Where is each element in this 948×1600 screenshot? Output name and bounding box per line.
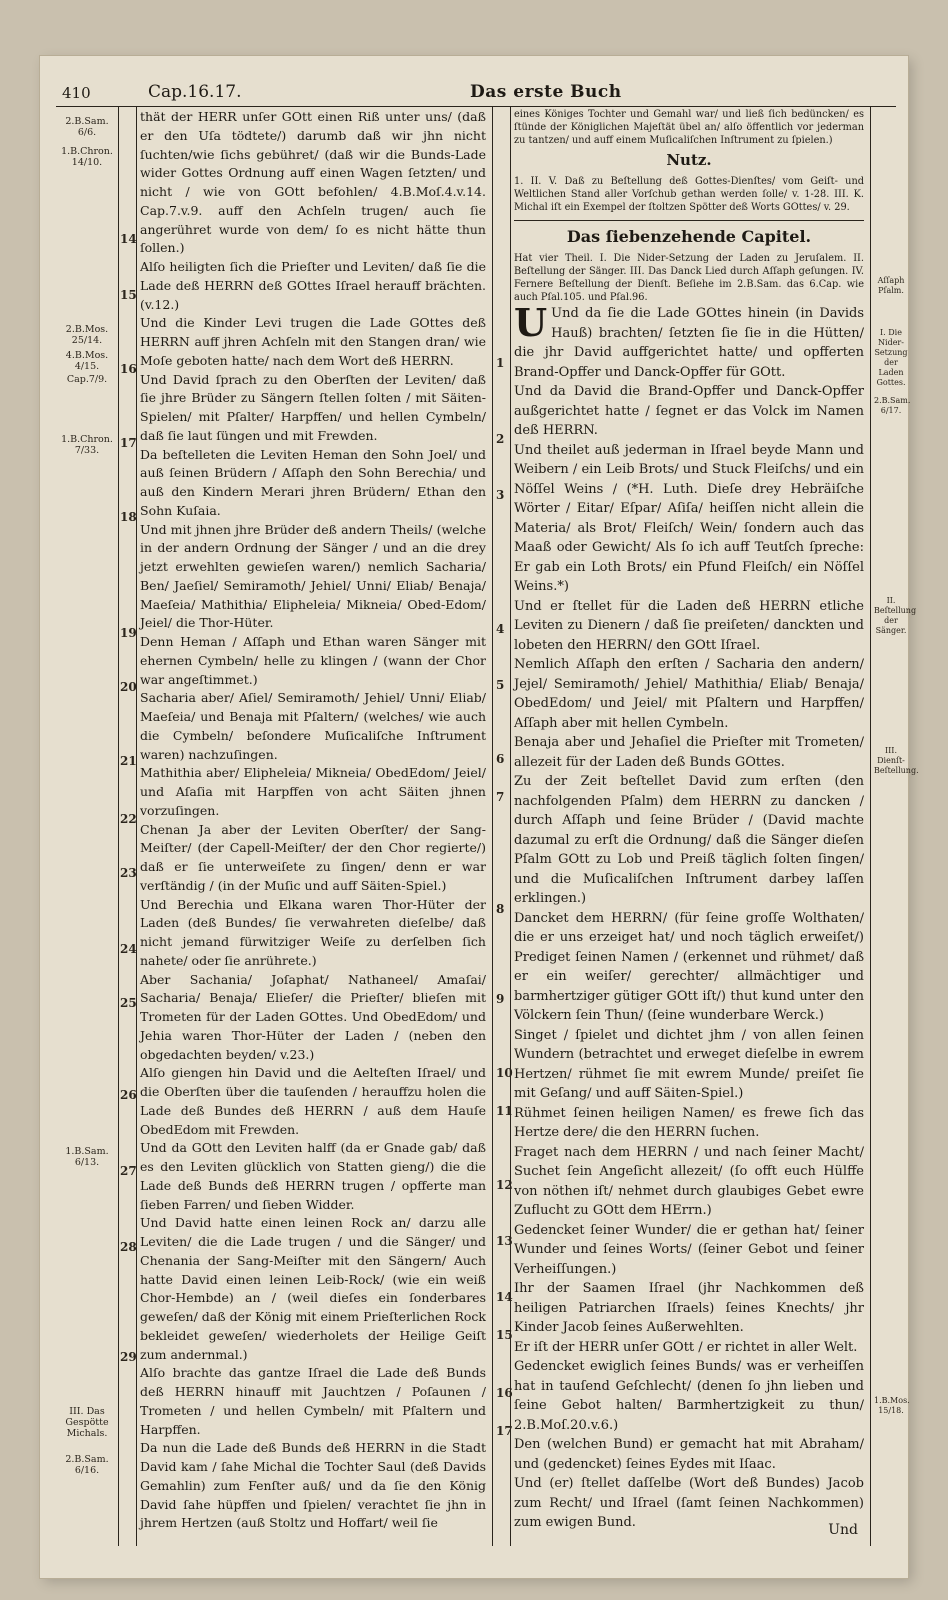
margin-note: 1.B.Chron. 7/33.: [61, 434, 113, 456]
verse-number: 26: [120, 1088, 137, 1102]
right-text-column: [514, 108, 864, 1533]
paragraph: Und die Kinder Levi trugen die Lade GOttes deß HERRN auff jhren Achſeln mit den Stangen dran/ wie Moſe geboten hatte/ nach dem Wort deß HERRN.: [140, 315, 486, 368]
paragraph: Alſo brachte das gantze Iſrael die Lade deß Bunds deß HERRN hinauff mit Jauchtzen / Poſaunen / Trometen / und hellen Cymbeln/ mit Pſaltern und Harpffen.: [140, 1365, 486, 1437]
running-title: Das erste Buch: [470, 82, 622, 102]
verse-number: 16: [496, 1386, 513, 1400]
nutz-text: 1. II. V. Daß zu Beſtellung deß Gottes-Dienſtes/ vom Geiſt- und Weltlichen Stand aller Vorſchub gethan werden ſolle/ v. 1-28. III. K. Michal iſt ein Exempel der ſtoltzen Spötter deß Worts GOttes/ v. 29.: [514, 175, 864, 213]
verse-number: 27: [120, 1164, 137, 1178]
verse-number: 3: [496, 488, 505, 502]
verse-number: 20: [120, 680, 137, 694]
right-margin-rule: [870, 106, 871, 1546]
paragraph: Und David ſprach zu den Oberſten der Leviten/ daß ſie jhre Brüder zu Sängern ſtellen ſolten / mit Säiten-Spielen/ mit Pſalter/ Harpffen/ und hellen Cymbeln/ daß ſie laut ſüngen und mit Frewden.: [140, 371, 486, 443]
verse-number: 13: [496, 1234, 513, 1248]
paragraph: Da nun die Lade deß Bunds deß HERRN in die Stadt David kam / ſahe Michal die Tochter Saul (deß Davids Gemahlin) zum Fenſter auß/ und da ſie den König David ſahe hüpffen und ſpielen/ verachtet ſie jhn in jhrem Hertzen (auß Stoltz und Hoffart/ weil ſie: [140, 1440, 486, 1531]
paragraph: thät der HERR unſer GOtt einen Riß unter uns/ (daß er den Uſa tödtete/) darumb daß wir jhn nicht ſuchten/wie ſichs gebühret/ (daß wir die Bunds-Lade wider Gottes Ordnung auff einen Wagen ſetzten/ und nicht / wie von GOtt befohlen/ 4.B.Moſ.4.v.14. Cap.7.v.9. auff den Achſeln trugen/ auch ſie angerühret wurde von dem/ ſo es nicht hätte thun ſollen.): [140, 109, 486, 256]
left-margin-rule: [118, 106, 119, 1546]
chapter-heading: Das ſiebenzehende Capitel.: [566, 226, 812, 246]
margin-note: Aſſaph Pſalm.: [877, 276, 905, 295]
verse-number: 25: [120, 996, 137, 1010]
verse-number: 15: [120, 288, 137, 302]
page-number: 410: [62, 84, 91, 102]
chapter-summary: Hat vier Theil. I. Die Nider-Setzung der Laden zu Jeruſalem. II. Beſtellung der Sänger. III. Das Danck Lied durch Aſſaph geſungen. IV. Fernere Beſtellung der Dienſt. Beſiehe im 2.B.Sam. das 6.Cap. wie auch Pſal.105. und Pſal.96.: [514, 253, 864, 303]
paragraph: Den (welchen Bund) er gemacht hat mit Abraham/ und (gedencket) ſeines Eydes mit Iſaac.: [514, 1437, 864, 1472]
margin-note: I. Die Nider-Setzung der Laden Gottes.: [874, 328, 908, 387]
verse-number: 24: [120, 942, 137, 956]
verse-number: 9: [496, 992, 505, 1006]
paragraph: Denn Heman / Aſſaph und Ethan waren Sänger mit ehernen Cymbeln/ helle zu klingen / (wann der Chor war angeſtimmet.): [140, 634, 486, 687]
paragraph: Sacharia aber/ Aſiel/ Semiramoth/ Jehiel/ Unni/ Eliab/ Maeſeia/ und Benaja mit Pſaltern/ (welches/ wie auch die Cymbeln/ beſondere Muſicaliſche Inſtrument waren) nachzuſingen.: [140, 690, 486, 762]
margin-note: 2.B.Mos. 25/14.: [65, 324, 109, 346]
margin-note: III. Das Gespötte Michals.: [65, 1406, 109, 1439]
catchword: Und: [828, 1522, 858, 1538]
paragraph: Dancket dem HERRN/ (für ſeine groſſe Wolthaten/ die er uns erzeiget hat/ und noch täglich erweiſet/) Prediget ſeinen Namen / (erkennet und rühmet/ daß er ein weiſer/ gerechter/ allmächtiger und barmhertziger gütiger GOtt iſt/) thut kund unter den Völckern ſein Thun/ (ſeine wunderbare Werck.): [514, 910, 864, 1023]
paragraph: Rühmet ſeinen heiligen Namen/ es frewe ſich das Hertze dere/ die den HERRN ſuchen.: [514, 1105, 864, 1140]
margin-note: 1.B.Chron. 14/10.: [61, 146, 113, 168]
verse-number: 10: [496, 1066, 513, 1080]
margin-note: 2.B.Sam. 6/17.: [874, 396, 911, 415]
margin-note: 1.B.Sam. 6/13.: [65, 1146, 109, 1168]
paragraph: Und theilet auß jederman in Iſrael beyde Mann und Weibern / ein Leib Brots/ und Stuck Fleiſchs/ und ein Nöſſel Weins / (*H. Luth. Dieſe drey Hebräiſche Wörter / Eitar/ Eſpar/ Aſiſa/ heiſſen nicht allein die Materia/ als Brot/ Fleiſch/ Wein/ ſondern auch das Maaß oder Gewicht/ Als ſo ich auff Teutſch ſpreche: Er gab ein Loth Brots/ ein Pfund Fleiſch/ ein Nöſſel Weins.*): [514, 442, 864, 594]
paragraph: Aber Sachania/ Joſaphat/ Nathaneel/ Amaſai/ Sacharia/ Benaja/ Elieſer/ die Prieſter/ blieſen mit Trometen für der Laden GOttes. Und ObedEdom/ und Jehia waren Thor-Hüter der Laden / (neben den obgedachten beyden/ v.23.): [140, 971, 486, 1062]
verse-number: 8: [496, 902, 505, 916]
paragraph: Singet / ſpielet und dichtet jhm / von allen ſeinen Wundern (betrachtet und erweget dieſelbe in ewrem Hertzen/ rühmet ſie mit ewrem Munde/ preiſet ſie mit Geſang/ und auff Säiten-Spiel.): [514, 1027, 864, 1101]
paragraph: Fraget nach dem HERRN / und nach ſeiner Macht/ Suchet ſein Angeſicht allezeit/ (ſo offt euch Hülffe von nöthen iſt/ nehmet durch glaubiges Gebet ewre Zuflucht zu GOtt dem HErrn.): [514, 1144, 864, 1218]
drop-cap: U: [514, 300, 548, 345]
verse-number: 23: [120, 866, 137, 880]
verse-number: 2: [496, 432, 505, 446]
paragraph: Gedencket ſeiner Wunder/ die er gethan hat/ ſeiner Wunder und ſeines Worts/ (ſeiner Gebot und ſeiner Verheiſſungen.): [514, 1222, 864, 1277]
paragraph: Und da GOtt den Leviten halff (da er Gnade gab/ daß es den Leviten glücklich von Statten gieng/) die die Lade deß Bunds deß HERRN trugen / opfferte man ſieben Farren/ und ſieben Widder.: [140, 1140, 486, 1212]
verse-number: 17: [120, 436, 137, 450]
book-page: [40, 56, 919, 1578]
verse-number: 18: [120, 510, 137, 524]
margin-note: II. Beſtellung der Sänger.: [874, 596, 917, 635]
margin-note: III. Dienſt-Beſtellung.: [874, 746, 919, 775]
center-rule: [492, 106, 493, 1546]
verse-number: 29: [120, 1350, 137, 1364]
verse-number: 28: [120, 1240, 137, 1254]
verse-number: 1: [496, 356, 505, 370]
paragraph: Und Berechia und Elkana waren Thor-Hüter der Laden (deß Bundes/ ſie verwahreten dieſelbe/ daß nicht jemand fürwitziger Weiſe zu derſelben ſich nahete/ oder ſie anrührete.): [140, 896, 486, 968]
left-verse-rule: [136, 106, 137, 1546]
paragraph: Nemlich Aſſaph den erſten / Sacharia den andern/ Jejel/ Semiramoth/ Jehiel/ Mathithia/ Eliab/ Benaja/ ObedEdom/ und Jeiel/ mit Pſaltern und Harpffen/ Aſſaph aber mit hellen Cymbeln.: [514, 657, 864, 731]
page-header: [40, 82, 908, 106]
verse-number: 11: [496, 1104, 513, 1118]
paragraph: Und mit jhnen jhre Brüder deß andern Theils/ (welche in der andern Ordnung der Sänger / und an die drey jetzt erwehlten gewieſen waren/) nemlich Sacharia/ Ben/ Jaeſiel/ Semiramoth/ Jehiel/ Unni/ Eliab/ Benaja/ Maeſeia/ Mathithia/ Elipheleia/ Mikneia/ Obed-Edom/ Jeiel/ die Thor-Hüter.: [140, 521, 486, 631]
paragraph: Und da David die Brand-Opffer und Danck-Opffer außgerichtet hatte / ſegnet er das Volck im Namen deß HERRN.: [514, 384, 864, 438]
paragraph: Benaja aber und Jehaſiel die Prieſter mit Trometen/ allezeit für der Laden deß Bunds GOttes.: [514, 735, 864, 770]
paragraph: Zu der Zeit beſtellet David zum erſten (den nachfolgenden Pſalm) dem HERRN zu dancken / durch Aſſaph und ſeine Brüder / (David machte dazumal zu erſt die Ordnung/ daß die Sänger dieſen Pſalm GOtt zu Lob und Preiß täglich ſolten ſingen/ und die Muſicaliſchen Inſtrument darbey laſſen erklingen.): [514, 774, 864, 906]
verse-number: 15: [496, 1328, 513, 1342]
margin-note: 2.B.Sam. 6/16.: [65, 1454, 109, 1476]
verse-number: 16: [120, 362, 137, 376]
paragraph: Und er ſtellet für die Laden deß HERRN etliche Leviten zu Dienern / daß ſie preiſeten/ danckten und lobeten den HERRN/ den GOtt Iſrael.: [514, 598, 864, 653]
paragraph: [514, 300, 864, 382]
verse-number: 19: [120, 626, 137, 640]
verse-number: 14: [496, 1290, 513, 1304]
paragraph: Mathithia aber/ Elipheleia/ Mikneia/ ObedEdom/ Jeiel/ und Aſaſia mit Harpffen von acht Säiten jhnen vorzuſingen.: [140, 765, 486, 818]
left-text-column: [140, 108, 486, 1533]
paragraph: Er iſt der HERR unſer GOtt / er richtet in aller Welt.: [514, 1339, 858, 1355]
verse-number: 5: [496, 678, 505, 692]
paragraph: Chenan Ja aber der Leviten Oberſter/ der Sang-Meiſter/ (der Capell-Meiſter/ der den Chor regierte/) daß er ſie unterweiſete zu ſingen/ denn er war verſtändig / (in der Muſic und auff Säiten-Spiel.): [140, 821, 486, 893]
paragraph: Und David hatte einen leinen Rock an/ darzu alle Leviten/ die die Lade trugen / und die Sänger/ und Chenania der Sang-Meiſter mit den Sängern/ Auch hatte David einen leinen Leib-Rock/ (wie ein weiß Chor-Hembde) an / (weil dieſes ein ſonderbares geweſen/ daß der König mit einem Prieſterlichen Rock bekleidet geweſen/ wiederholets der Heilige Geiſt zum andernmal.): [140, 1215, 486, 1362]
verse-number: 14: [120, 232, 137, 246]
verse-number: 22: [120, 812, 137, 826]
paragraph-text: Und da ſie die Lade GOttes hinein (in Davids Hauß) brachten/ ſetzten ſie ſie in die Hütten/ die jhr David auffgerichtet hatte/ und opfferten Brand-Opffer und Danck-Opffer für GOtt.: [514, 306, 864, 380]
verse-number: 21: [120, 754, 137, 768]
paragraph: Und (er) ſtellet daſſelbe (Wort deß Bundes) Jacob zum Recht/ und Iſrael (ſamt ſeinen Nachkommen) zum ewigen Bund.: [514, 1476, 864, 1530]
margin-note: 2.B.Sam. 6/6.: [65, 116, 109, 138]
margin-note: 1.B.Mos. 15/18.: [874, 1396, 910, 1415]
verse-number: 12: [496, 1178, 513, 1192]
running-chapter: Cap.16.17.: [148, 82, 242, 102]
margin-note: 4.B.Mos. 4/15.: [65, 350, 109, 372]
margin-note: Cap.7/9.: [66, 374, 108, 385]
verse-number: 17: [496, 1424, 513, 1438]
verse-number: 7: [496, 790, 505, 804]
paragraph: Da beſtelleten die Leviten Heman den Sohn Joel/ und auß ſeinen Brüdern / Aſſaph den Sohn Berechia/ und auß den Kindern Merari jhren Brüdern/ Ethan den Sohn Kuſaia.: [140, 446, 486, 518]
paragraph: Gedencket ewiglich ſeines Bunds/ was er verheiſſen hat in tauſend Geſchlecht/ (denen ſo jhn lieben und ſeine Gebot halten/ Barmhertzigkeit zu thun/ 2.B.Moſ.20.v.6.): [514, 1359, 864, 1433]
verse-number: 6: [496, 752, 505, 766]
nutz-heading: Nutz.: [666, 151, 712, 169]
intro-paragraph: eines Königes Tochter und Gemahl war/ und ließ ſich bedüncken/ es ſtünde der Königlichen Majeſtät übel an/ alſo öffentlich vor jederman zu tantzen/ und auff einem Muſicaliſchen Inſtrument zu ſpielen.): [514, 109, 864, 146]
paragraph: Ihr der Saamen Iſrael (jhr Nachkommen deß heiligen Patriarchen Iſraels) ſeines Knechts/ jhr Kinder Jacob ſeines Außerwehlten.: [514, 1281, 864, 1335]
paragraph: Alſo giengen hin David und die Aelteſten Iſrael/ und die Oberſten über die tauſenden / herauffzu holen die Lade deß Bundes deß HERRN / auß dem Hauſe ObedEdom mit Frewden.: [140, 1065, 486, 1137]
header-rule: [56, 106, 896, 107]
paragraph: Alſo heiligten ſich die Prieſter und Leviten/ daß ſie die Lade deß HERRN deß GOttes Iſrael herauff brächten. (v.12.): [140, 259, 486, 312]
verse-number: 4: [496, 622, 505, 636]
section-rule: [514, 220, 864, 221]
